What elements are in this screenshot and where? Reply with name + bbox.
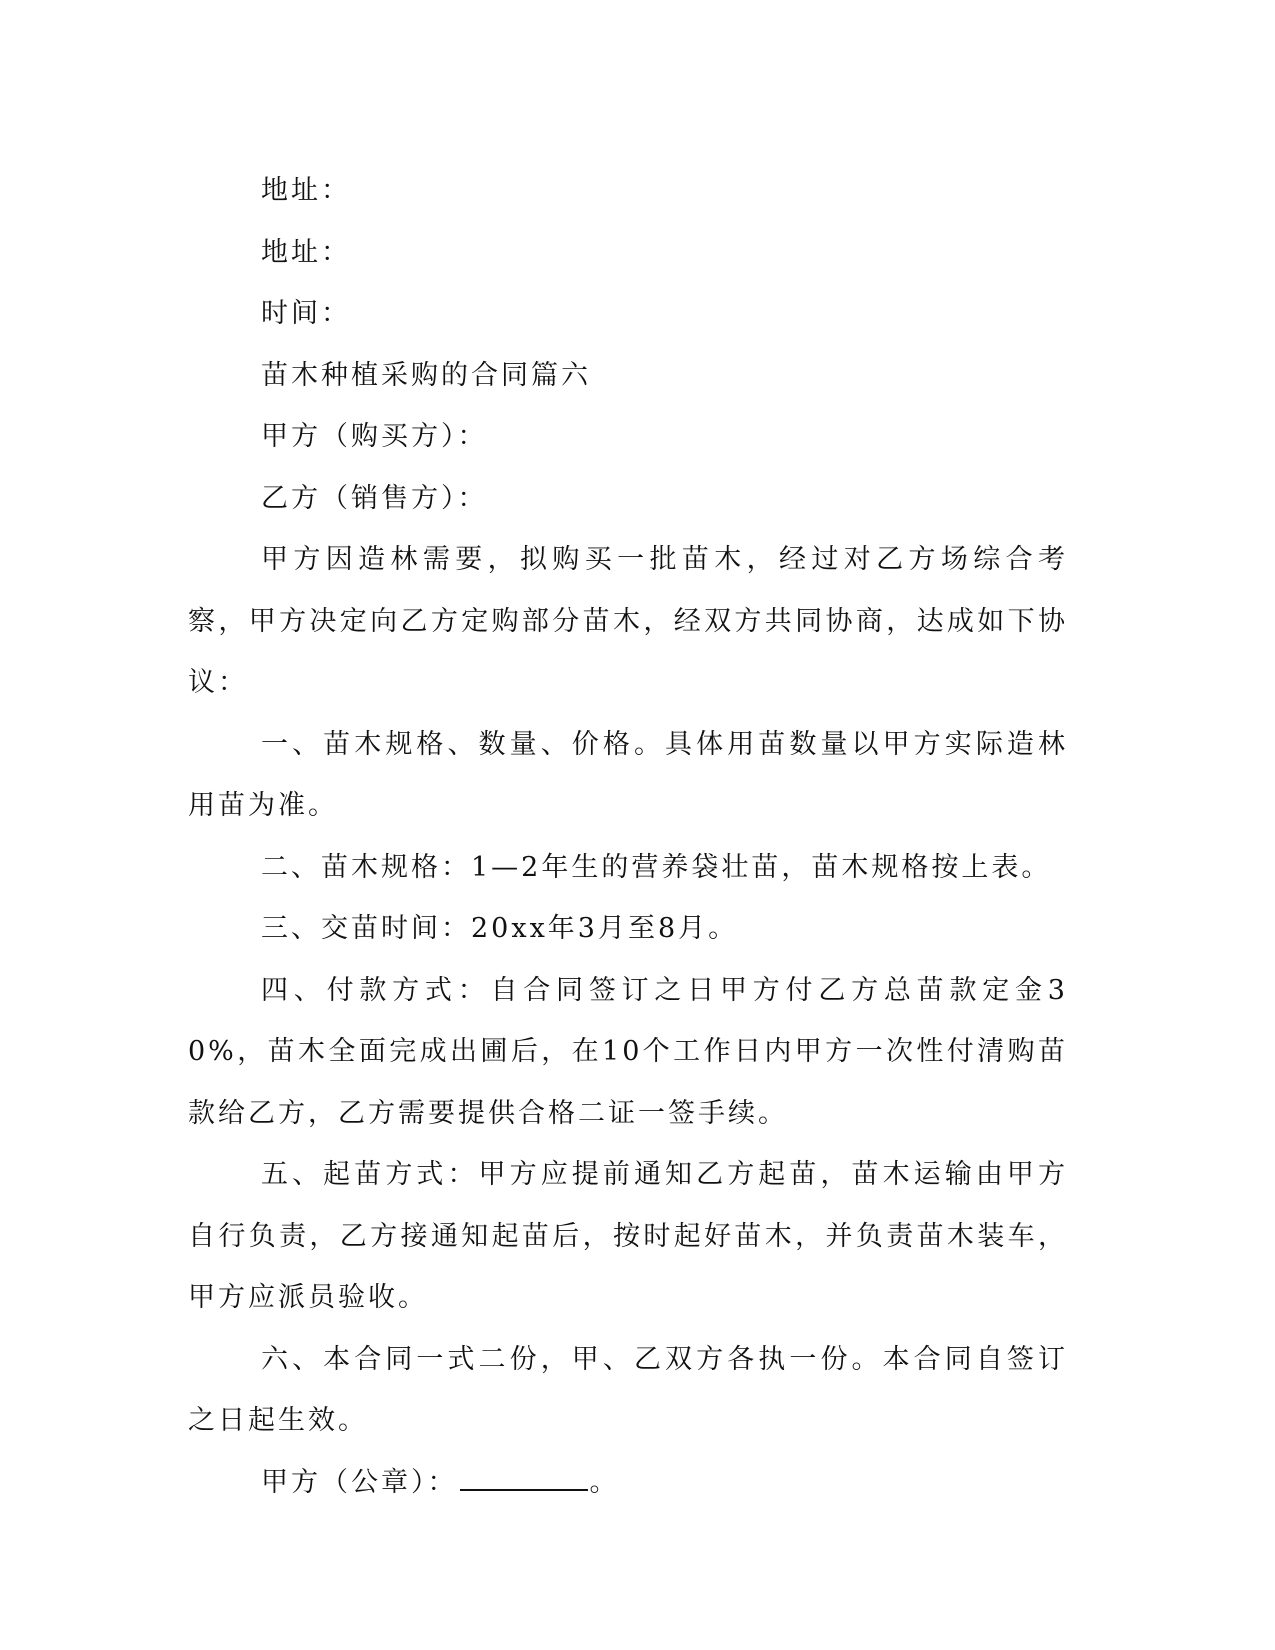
clause-2: 二、苗木规格：1—2年生的营养袋壮苗，苗木规格按上表。 [261,851,1052,883]
signature-blank [460,1465,588,1491]
signature-end: 。 [589,1466,620,1498]
address-line-2: 地址： [261,236,351,268]
signature-line [188,1452,1068,1514]
clause-5: 五、起苗方式：甲方应提前通知乙方起苗，苗木运输由甲方自行负责，乙方接通知起苗后，按时起好苗木，并负责苗木装车，甲方应派员验收。 [188,1159,1068,1313]
party-b-line: 乙方（销售方）： [261,482,488,514]
clause-6: 六、本合同一式二份，甲、乙双方各执一份。本合同自签订之日起生效。 [188,1343,1068,1436]
intro-paragraph: 甲方因造林需要，拟购买一批苗木，经过对乙方场综合考察，甲方决定向乙方定购部分苗木，经双方共同协商，达成如下协议： [188,544,1068,698]
clause-4: 四、付款方式：自合同签订之日甲方付乙方总苗款定金30%，苗木全面完成出圃后，在10个工作日内甲方一次性付清购苗款给乙方，乙方需要提供合格二证一签手续。 [188,974,1068,1129]
time-line: 时间： [261,298,351,329]
address-line-1: 地址： [261,175,351,206]
clause-1: 一、苗木规格、数量、价格。具体用苗数量以甲方实际造林用苗为准。 [188,728,1068,821]
document-body [188,160,1068,1513]
section-title: 苗木种植采购的合同篇六 [261,359,591,391]
party-a-line: 甲方（购买方）： [261,421,488,452]
clause-3: 三、交苗时间：20xx年3月至8月。 [261,913,739,944]
signature-label: 甲方（公章）： [261,1466,458,1498]
